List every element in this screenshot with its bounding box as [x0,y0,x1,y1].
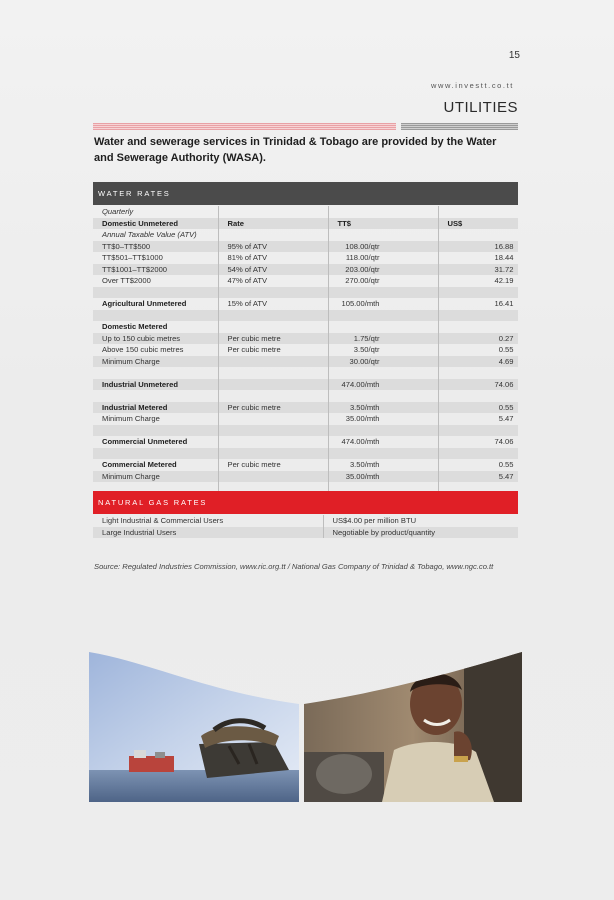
rate-category-cell [93,425,218,437]
rate-category-cell [93,402,218,414]
cell-text: 118.00/qtr [345,253,380,262]
rate-basis-cell [218,344,328,356]
cell-text: Over TT$2000 [102,276,151,285]
cell-text: 3.50/mth [349,460,380,469]
cell-text: 0.55 [498,402,514,412]
rate-basis-cell [218,459,328,471]
rate-basis-cell [218,241,328,253]
water-rate-row [93,356,518,368]
gas-rate-cell: US$4.00 per million BTU [323,515,518,527]
rate-ttd-cell [328,402,438,414]
cell-text: 0.55 [498,460,514,469]
cell-text: 35.00/mth [345,471,380,481]
cell-text: Per cubic metre [227,402,281,412]
gas-rate-row [93,527,518,539]
decorative-rule-grey [401,123,518,130]
water-rate-row [93,413,518,425]
cell-text: 270.00/qtr [345,276,380,285]
cell-text: TT$1001–TT$2000 [102,264,168,274]
rate-category-cell [93,321,218,333]
rate-basis-cell [218,425,328,437]
rate-usd-cell [438,229,518,241]
water-rate-row [93,367,518,379]
rate-category-cell [93,252,218,264]
water-rate-row [93,402,518,414]
cell-text: 95% of ATV [227,241,268,251]
rate-basis-cell [218,321,328,333]
rate-category-cell [93,206,218,218]
cell-text: Domestic Unmetered [102,218,178,228]
rate-ttd-cell [328,333,438,345]
rate-usd-cell [438,321,518,333]
rate-usd-cell [438,275,518,287]
water-rate-row [93,252,518,264]
harbour-photo [89,652,299,802]
water-rate-row [93,471,518,483]
rate-ttd-cell [328,275,438,287]
gas-user-type-cell: Large Industrial Users [93,527,323,539]
rate-usd-cell [438,218,518,230]
water-rate-row [93,264,518,276]
cell-text: Quarterly [102,207,134,216]
cell-text: 0.27 [498,333,514,343]
cell-text: 16.88 [494,241,514,251]
rate-basis-cell [218,471,328,483]
rate-ttd-cell [328,252,438,264]
cell-text: Commercial Unmetered [102,437,188,446]
rate-basis-cell [218,390,328,402]
natural-gas-rates-header: NATURAL GAS RATES [93,491,518,514]
rate-usd-cell [438,241,518,253]
rate-ttd-cell [328,218,438,230]
gas-rate-row [93,515,518,527]
rate-category-cell [93,471,218,483]
rate-basis-cell [218,413,328,425]
rate-ttd-cell [328,264,438,276]
rate-ttd-cell [328,229,438,241]
water-rate-row [93,379,518,391]
decorative-rule-red [93,123,396,130]
cell-text: Industrial Metered [102,402,168,412]
cell-text: 474.00/mth [341,437,380,446]
water-rate-row [93,241,518,253]
rate-usd-cell [438,252,518,264]
rate-basis-cell [218,218,328,230]
cell-text: Domestic Metered [102,322,168,331]
rate-ttd-cell [328,206,438,218]
cell-text: 3.50/mth [349,402,380,412]
water-rate-row [93,206,518,218]
cell-text: 54% of ATV [227,264,268,274]
cell-text: Above 150 cubic metres [102,345,184,354]
rate-basis-cell [218,252,328,264]
cell-text: Industrial Unmetered [102,379,178,389]
rate-usd-cell [438,333,518,345]
rate-usd-cell [438,367,518,379]
rate-basis-cell [218,436,328,448]
rate-basis-cell [218,448,328,460]
rate-category-cell [93,367,218,379]
rate-basis-cell [218,264,328,276]
rate-basis-cell [218,310,328,322]
cell-text: 105.00/mth [341,299,380,308]
worker-photo-illustration [304,652,522,802]
rate-usd-cell [438,425,518,437]
cell-text: TT$0–TT$500 [102,241,151,251]
water-rate-row [93,298,518,310]
rate-ttd-cell [328,436,438,448]
cell-text: 3.50/qtr [353,345,380,354]
water-rate-row [93,310,518,322]
rate-ttd-cell [328,241,438,253]
rate-basis-cell [218,367,328,379]
cell-text: 474.00/mth [341,379,380,389]
cell-text: 47% of ATV [227,276,268,285]
water-rates-table [93,206,518,494]
rate-category-cell [93,218,218,230]
rate-usd-cell [438,436,518,448]
rate-usd-cell [438,390,518,402]
rate-usd-cell [438,310,518,322]
cell-text: 74.06 [494,379,514,389]
worker-photo [304,652,522,802]
gas-user-type-cell: Light Industrial & Commercial Users [102,516,224,525]
harbour-photo-illustration [89,652,299,802]
rate-usd-cell [438,356,518,368]
cell-text: 0.55 [498,345,514,354]
rate-category-cell [93,413,218,425]
cell-text: Up to 150 cubic metres [102,333,181,343]
cell-text: 5.47 [498,471,514,481]
rate-category-cell [93,229,218,241]
rate-ttd-cell [328,459,438,471]
rate-category-cell [93,379,218,391]
rate-ttd-cell [328,448,438,460]
rate-ttd-cell [328,413,438,425]
rate-usd-cell [438,471,518,483]
rate-ttd-cell [328,425,438,437]
rate-usd-cell [438,287,518,299]
rate-basis-cell [218,287,328,299]
rate-category-cell [93,390,218,402]
cell-text: 30.00/qtr [349,356,380,366]
cell-text: Minimum Charge [102,414,160,423]
cell-text: 108.00/qtr [345,241,380,251]
cell-text: 15% of ATV [227,299,268,308]
rate-usd-cell [438,402,518,414]
rate-category-cell [93,448,218,460]
rate-ttd-cell [328,356,438,368]
rate-basis-cell [218,229,328,241]
water-rate-row [93,218,518,230]
rate-usd-cell [438,379,518,391]
cell-text: 74.06 [494,437,514,446]
rate-category-cell [93,436,218,448]
website-url[interactable]: www.investt.co.tt [430,81,514,90]
rate-usd-cell [438,413,518,425]
rate-category-cell [93,459,218,471]
cell-text: Agricultural Unmetered [102,299,187,308]
cell-text: Commercial Metered [102,460,177,469]
rate-basis-cell [218,379,328,391]
rate-ttd-cell [328,471,438,483]
water-rate-row [93,390,518,402]
intro-text: Water and sewerage services in Trinidad & Tobago are provided by the Water and Sewerage Authority (WASA). [94,136,497,164]
rate-usd-cell [438,344,518,356]
rate-ttd-cell [328,310,438,322]
rate-usd-cell [438,298,518,310]
cell-text: 5.47 [498,414,514,423]
rate-category-cell [93,298,218,310]
water-rate-row [93,287,518,299]
cell-text: TT$501–TT$1000 [102,253,163,262]
cell-text: Per cubic metre [227,460,281,469]
rate-category-cell [93,287,218,299]
water-rate-row [93,344,518,356]
cell-text: Minimum Charge [102,356,160,366]
water-rate-row [93,448,518,460]
gas-rate-cell: Negotiable by product/quantity [323,527,518,539]
rate-basis-cell [218,206,328,218]
source-note: Source: Regulated Industries Commission, www.ric.org.tt / National Gas Company of Trinidad & Tobago, www.ngc.co.tt [94,562,494,571]
cell-text: TT$ [337,218,352,228]
rate-basis-cell [218,298,328,310]
rate-category-cell [93,264,218,276]
cell-text: Minimum Charge [102,471,160,481]
water-rates-header: WATER RATES [93,182,518,205]
rate-ttd-cell [328,344,438,356]
rate-basis-cell [218,333,328,345]
rate-category-cell [93,344,218,356]
cell-text: 4.69 [498,356,514,366]
cell-text: 42.19 [494,276,514,285]
cell-text: 203.00/qtr [345,264,380,274]
rate-category-cell [93,333,218,345]
water-rate-row [93,425,518,437]
rate-usd-cell [438,459,518,471]
rate-basis-cell [218,402,328,414]
rate-category-cell [93,356,218,368]
water-rate-row [93,275,518,287]
water-rate-row [93,459,518,471]
cell-text: 31.72 [494,264,514,274]
rate-category-cell [93,310,218,322]
rate-ttd-cell [328,367,438,379]
rate-category-cell [93,241,218,253]
rate-category-cell [93,275,218,287]
cell-text: Annual Taxable Value (ATV) [102,230,197,239]
cell-text: 35.00/mth [345,414,380,423]
cell-text: Rate [227,218,244,228]
rate-basis-cell [218,275,328,287]
rate-ttd-cell [328,379,438,391]
cell-text: 16.41 [494,299,514,308]
rate-ttd-cell [328,298,438,310]
cell-text: 81% of ATV [227,253,268,262]
cell-text: 18.44 [494,253,514,262]
water-rate-row [93,229,518,241]
rate-usd-cell [438,206,518,218]
cell-text: Per cubic metre [227,333,281,343]
water-rate-row [93,333,518,345]
natural-gas-rates-table [93,515,518,538]
water-rate-row [93,436,518,448]
rate-basis-cell [218,356,328,368]
rate-ttd-cell [328,321,438,333]
section-title: UTILITIES [443,99,518,116]
water-rate-row [93,321,518,333]
rate-usd-cell [438,264,518,276]
rate-ttd-cell [328,390,438,402]
cell-text: US$ [447,218,463,228]
rate-ttd-cell [328,287,438,299]
cell-text: Per cubic metre [227,345,281,354]
rate-usd-cell [438,448,518,460]
page-number: 15 [508,50,520,61]
cell-text: 1.75/qtr [353,333,380,343]
